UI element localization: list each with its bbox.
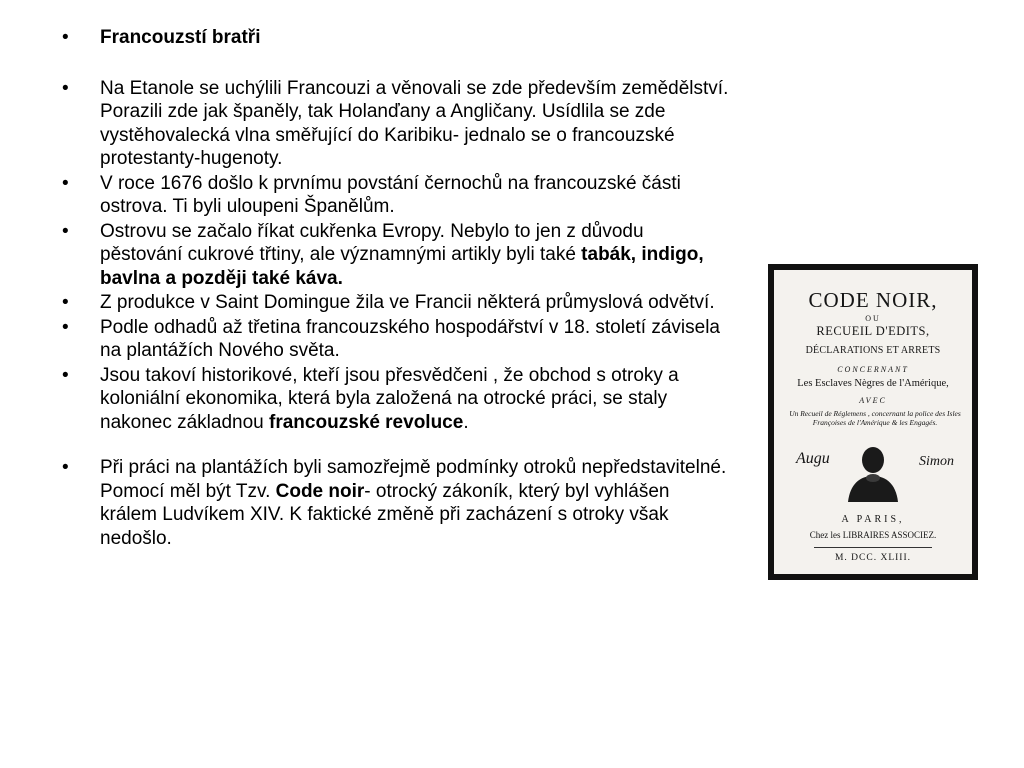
cover-concernant: CONCERNANT: [837, 365, 909, 374]
cover-page: [774, 270, 972, 574]
bullet-dot: •: [62, 292, 69, 313]
cover-declarations: DÉCLARATIONS ET ARRETS: [805, 345, 941, 356]
bust-engraving-icon: [842, 440, 904, 502]
cover-ou: OU: [865, 314, 881, 323]
cover-recueil: RECUEIL D'EDITS,: [816, 324, 930, 338]
bullet-text-bold: tabák, indigo, bavlna a později také káva.: [100, 244, 704, 289]
bullet-text: V roce 1676 došlo k prvnímu povstání černochů na francouzské části ostrova. Ti byli uloupeni Španělům.: [100, 172, 681, 217]
bullet-list: [60, 26, 730, 551]
cover-recueil-reglemens: Un Recueil de Réglemens , concernant la police des Isles Françoises de l'Amérique & les Engagés.: [789, 409, 961, 427]
bullet-text: Z produkce v Saint Domingue žila ve Francii některá průmyslová odvětví.: [100, 292, 715, 313]
cover-esclaves: Les Esclaves Nègres de l'Amérique,: [797, 378, 949, 389]
bullet-item: [60, 220, 730, 291]
bullet-dot: •: [62, 27, 69, 48]
slide-title: Francouzstí bratři: [100, 27, 261, 48]
bullet-dot: •: [62, 220, 69, 242]
bullet-item: [60, 172, 730, 219]
bullet-text: Podle odhadů až třetina francouzského hospodářství v 18. století závisela na plantážích Nového světa.: [100, 316, 720, 361]
bullet-dot: •: [62, 77, 69, 99]
bullet-item: [60, 316, 730, 363]
slide-title-item: [60, 26, 730, 50]
bullet-text: Jsou takoví historikové, kteří jsou přesvědčeni , že obchod s otroky a koloniální ekonomika, která byla založená na otrocké práci, se staly nakonec základnou: [100, 364, 679, 433]
bullet-text-bold: francouzské revoluce: [269, 411, 464, 433]
bullet-dot: •: [62, 316, 69, 338]
cover-paris: A PARIS,: [841, 514, 905, 525]
bullet-dot: •: [62, 172, 69, 194]
cover-signature-left: Augu: [796, 450, 830, 467]
bullet-item: [60, 77, 730, 171]
bullet-item: [60, 456, 730, 550]
cover-signature-right: Simon: [919, 454, 954, 469]
bullet-text: Ostrovu se začalo říkat cukřenka Evropy. Nebylo to jen z důvodu pěstování cukrové třtiny, ale významnými artikly byli také: [100, 220, 644, 265]
bullet-dot: •: [62, 364, 69, 386]
cover-title: CODE NOIR,: [808, 288, 938, 312]
cover-divider: [814, 547, 932, 548]
bullet-text-bold: Code noir: [275, 480, 365, 502]
cover-libraires: Chez les LIBRAIRES ASSOCIEZ.: [809, 530, 937, 540]
bullet-item: [60, 291, 730, 315]
bullet-text: Na Etanole se uchýlili Francouzi a věnovali se zde především zemědělství. Porazili zde jak španěly, tak Holanďany a Angličany. Usídlila se zde vystěhovalecká vlna směřující do Karibiku- jednalo se o francouzské protestanty-hugenoty.: [100, 77, 729, 169]
bullet-text: .: [463, 411, 469, 433]
cover-avec: AVEC: [859, 396, 887, 405]
bullet-text: Při práci na plantážích byli samozřejmě podmínky otroků nepředstavitelné. Pomocí měl být Tzv.: [100, 457, 727, 502]
bullet-item: [60, 364, 730, 435]
bullet-dot: •: [62, 457, 69, 478]
code-noir-cover-image: [768, 264, 978, 580]
bullet-text: - otrocký zákoník, který byl vyhlášen králem Ludvíkem XIV. K faktické změně při zacházení s otroky však nedošlo.: [100, 480, 670, 549]
cover-date: M. DCC. XLIII.: [834, 553, 911, 563]
